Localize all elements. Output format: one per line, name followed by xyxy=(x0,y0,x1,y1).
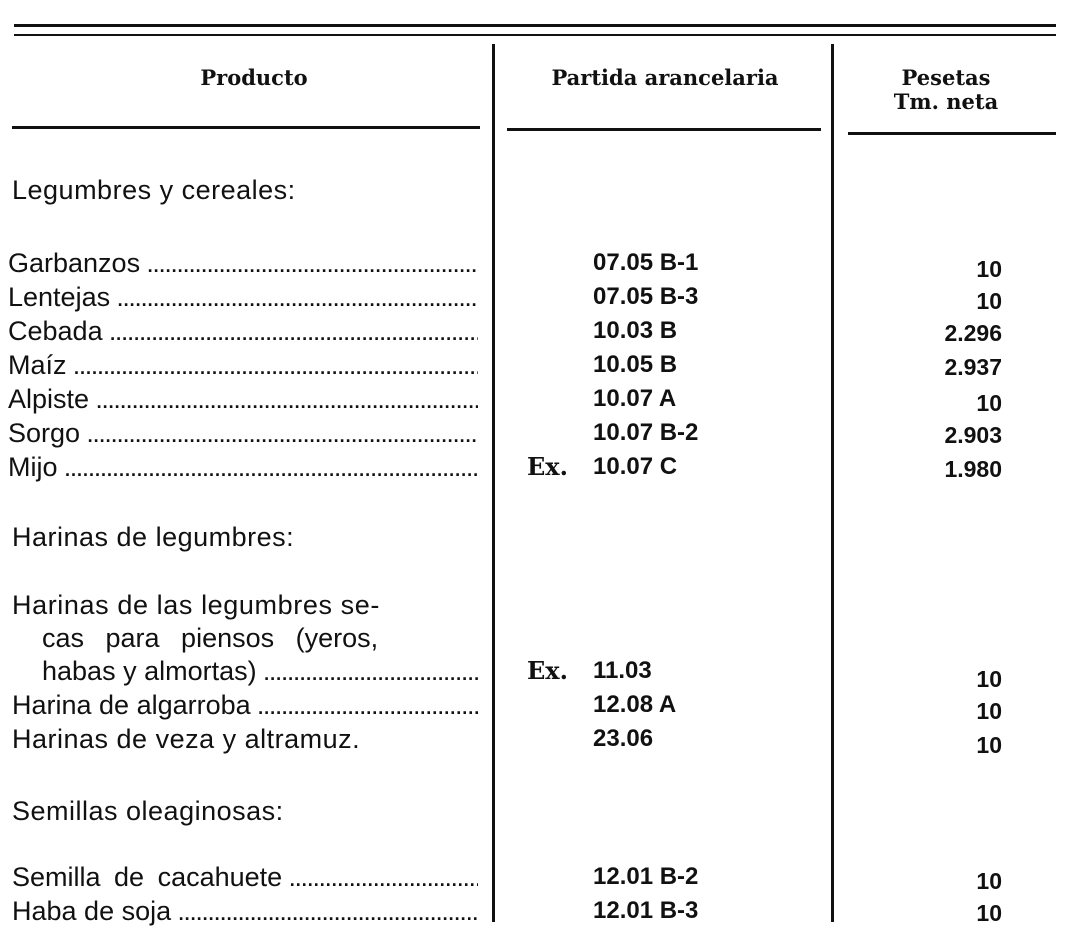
section-title-harinas: Harinas de legumbres: xyxy=(12,522,295,552)
table-row xyxy=(0,350,1070,386)
value: 2.937 xyxy=(944,354,1002,380)
table-row xyxy=(0,248,1070,284)
product-name: Maíz xyxy=(8,350,67,380)
product-name: Alpiste xyxy=(8,384,90,414)
header-pesetas: Pesetas xyxy=(901,65,991,90)
top-rule-1 xyxy=(14,24,1056,27)
table-row xyxy=(0,282,1070,318)
header-underline-pesetas xyxy=(848,132,1056,135)
ex-prefix: Ex. xyxy=(527,452,568,481)
tariff-code: 12.01 B-3 xyxy=(593,897,699,924)
value: 10 xyxy=(976,698,1002,724)
header-underline-partida xyxy=(507,128,821,131)
product-name: Semilla de cacahuete xyxy=(12,862,283,892)
value: 10 xyxy=(976,666,1002,692)
product-name: Harinas de veza y altramuz. xyxy=(12,724,361,754)
table-row xyxy=(0,862,1070,898)
section-title-semillas: Semillas oleaginosas: xyxy=(12,796,284,826)
top-rule-2 xyxy=(14,34,1056,36)
product-name: Sorgo xyxy=(8,418,81,448)
value: 10 xyxy=(976,732,1002,758)
product-name-line1: Harinas de las legumbres se- xyxy=(12,590,380,620)
ex-prefix: Ex. xyxy=(527,656,568,685)
value: 10 xyxy=(976,900,1002,926)
value: 1.980 xyxy=(944,456,1002,482)
table-row xyxy=(0,452,1070,488)
header-producto: Producto xyxy=(200,65,308,90)
table-row xyxy=(0,316,1070,352)
tariff-code: 07.05 B-1 xyxy=(593,249,699,276)
product-name-line2: cas para piensos (yeros, xyxy=(42,623,379,653)
tariff-code: 11.03 xyxy=(593,657,652,684)
product-name: Lentejas xyxy=(8,282,111,312)
tariff-code: 10.07 C xyxy=(593,453,678,480)
value: 10 xyxy=(976,868,1002,894)
header-underline-producto xyxy=(12,126,480,129)
tariff-code: 10.07 B-2 xyxy=(593,419,699,446)
value: 10 xyxy=(976,256,1002,282)
product-name: Cebada xyxy=(8,316,103,346)
header-tm-neta: Tm. neta xyxy=(893,89,999,114)
product-name: Harina de algarroba xyxy=(12,690,251,720)
value: 2.903 xyxy=(944,422,1002,448)
table-row xyxy=(0,690,1070,726)
table-row xyxy=(0,896,1070,932)
header-partida: Partida arancelaria xyxy=(551,65,779,90)
product-name: Haba de soja xyxy=(12,896,172,926)
tariff-code: 10.03 B xyxy=(593,317,678,344)
tariff-code: 12.01 B-2 xyxy=(593,863,699,890)
tariff-code: 23.06 xyxy=(593,725,654,752)
section-title-legumbres: Legumbres y cereales: xyxy=(12,175,296,205)
tariff-code: 10.05 B xyxy=(593,351,678,378)
tariff-code: 12.08 A xyxy=(593,691,677,718)
table-row xyxy=(0,656,1070,692)
product-name-line3: habas y almortas) xyxy=(42,656,257,686)
product-name: Garbanzos xyxy=(8,248,141,278)
value: 10 xyxy=(976,288,1002,314)
tariff-code: 10.07 A xyxy=(593,385,677,412)
tariff-code: 07.05 B-3 xyxy=(593,283,699,310)
product-name: Mijo xyxy=(8,452,58,482)
value: 10 xyxy=(976,390,1002,416)
table-row xyxy=(0,384,1070,420)
value: 2.296 xyxy=(944,320,1002,346)
table-row xyxy=(0,724,1070,760)
table-row xyxy=(0,418,1070,454)
